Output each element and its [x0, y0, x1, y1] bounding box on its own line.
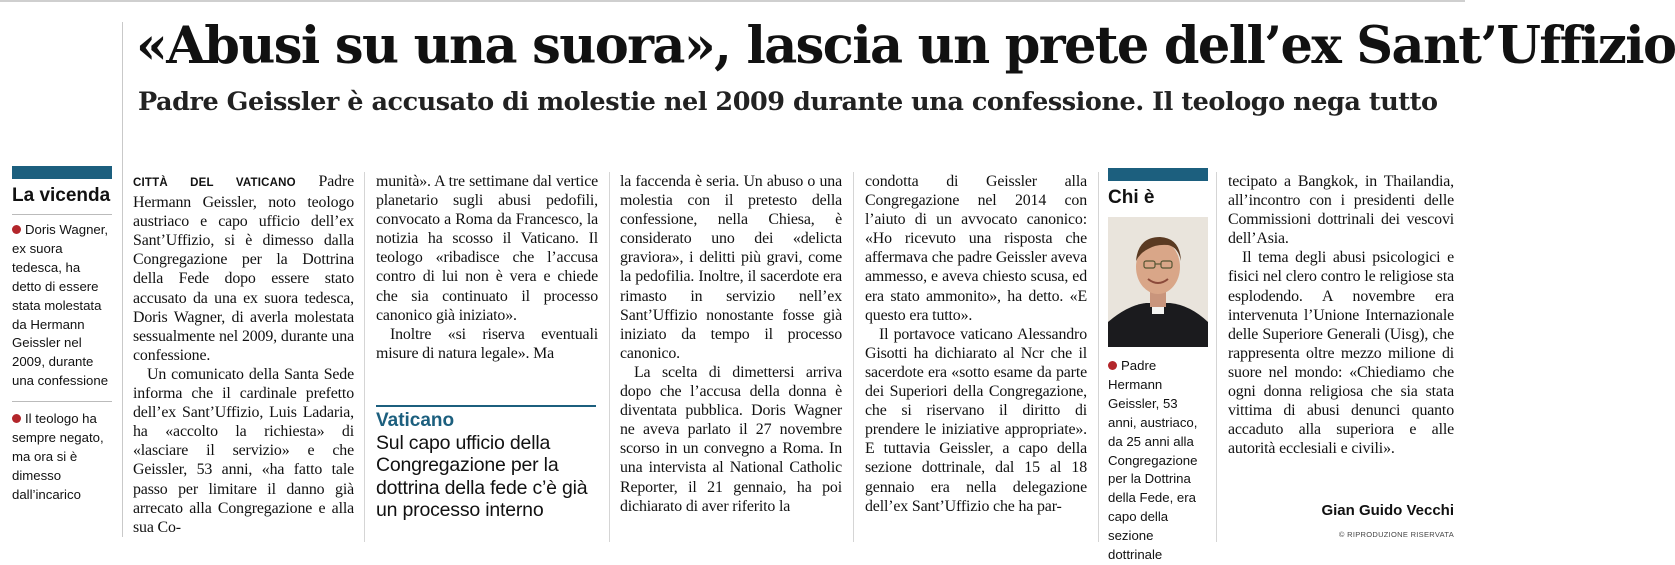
pull-quote-text: Sul capo ufficio della Congregazione per la dottrina della fede c’è già un processo interno	[376, 432, 588, 522]
article-column-2	[376, 172, 598, 363]
portrait-photo	[1108, 217, 1208, 347]
headline: «Abusi su una suora», lascia un prete dell’ex Sant’Uffizio	[136, 16, 1675, 76]
subheadline: Padre Geissler è accusato di molestie nel 2009 durante una confessione. Il teologo nega tutto	[138, 87, 1438, 117]
profile-caption	[1108, 357, 1208, 565]
article-column-5	[1228, 172, 1454, 458]
column-rule	[609, 172, 610, 542]
sidebar-divider	[122, 22, 123, 537]
bullet-icon	[12, 414, 21, 423]
pull-quote-rule	[376, 405, 596, 407]
sidebar-la-vicenda	[12, 166, 112, 505]
paragraph: La scelta di dimettersi arriva dopo che l’accusa della donna è diventata pubblica. Doris Wagner ne aveva parlato il 27 novembre scorso in un convegno a Roma. In una intervista al National Catholic Reporter, il 21 gennaio, ha poi dichiarato di aver riferito la	[620, 363, 842, 515]
paragraph-text: Padre Hermann Geissler, noto teologo austriaco e capo ufficio dell’ex Sant’Uffizio, si è dimesso dalla Congregazione per la Dottrina della Fede dopo essere stato accusato da una ex suora tedesca, Doris Wagner, di averla molestata sessualmente nel 2009, durante una confessione.	[133, 173, 354, 364]
article-column-1	[133, 172, 354, 537]
bullet-icon	[12, 225, 21, 234]
paragraph: Il tema degli abusi psicologici e fisici nel clero contro le religiose sta esplodendo. A novembre era intervenuta l’Unione Internazionale delle Superiore Generali (Uisg), che rappresenta oltre mezzo milione di suore nel mondo: «Chiediamo che ogni donna religiosa che sia stata vittima di abusi denunci quanto accaduto alla superiora e alle autorità ecclesiali e civili».	[1228, 249, 1454, 458]
column-rule	[853, 172, 854, 542]
profile-accent-bar	[1108, 168, 1208, 181]
copyright-note: © RIPRODUZIONE RISERVATA	[1338, 530, 1454, 539]
sidebar-item	[12, 221, 112, 391]
top-rule	[0, 0, 1465, 2]
article-column-4	[865, 172, 1087, 516]
profile-title: Chi è	[1108, 187, 1155, 208]
pull-quote-kicker: Vaticano	[376, 410, 455, 431]
paragraph: Inoltre «si riserva eventuali misure di natura legale». Ma	[376, 325, 598, 362]
sidebar-rule	[12, 214, 112, 215]
paragraph	[133, 172, 354, 365]
pull-quote	[376, 405, 596, 522]
paragraph: la faccenda è seria. Un abuso o una molestia con il pretesto della confessione, nella Chiesa, è considerato uno dei «delicta graviora», i delitti più gravi, come la pedofilia. Inoltre, il sacerdote era rimasto in servizio nell’ex Sant’Uffizio nonostante fosse già iniziato da tempo il processo canonico.	[620, 173, 842, 362]
paragraph: tecipato a Bangkok, in Thailandia, all’incontro con i presidenti delle Commissioni dottrinali dei vescovi dell’Asia.	[1228, 173, 1454, 248]
column-rule	[364, 172, 365, 542]
sidebar-item-text: Il teologo ha sempre negato, ma ora si è dimesso dall’incarico	[12, 411, 104, 502]
sidebar-rule	[12, 401, 112, 402]
paragraph: Un comunicato della Santa Sede informa che il cardinale prefetto dell’ex Sant’Uffizio, Luis Ladaria, ha «accolto la richiesta» di «lasciare il servizio» e che Geissler, 53 anni, «ha fatto tale passo per limitare il danno già arrecato alla Congregazione e alla sua Co-	[133, 365, 354, 536]
column-rule	[1216, 172, 1217, 542]
priest-portrait-icon	[1108, 217, 1208, 347]
bullet-icon	[1108, 361, 1117, 370]
paragraph: Il portavoce vaticano Alessandro Gisotti ha dichiarato al Ncr che il sacerdote era «sotto esame da parte dei Superiori della Congregazione, che si riservano il diritto di prendere le iniziative appropriate». E tuttavia Geissler, a capo della sezione dottrinale, dal 15 al 18 gennaio era nella delegazione dell’ex Sant’Uffizio che ha par-	[865, 325, 1087, 515]
byline: Gian Guido Vecchi	[1321, 502, 1454, 519]
article-column-3	[620, 172, 842, 516]
sidebar-title: La vicenda	[12, 185, 111, 206]
paragraph: condotta di Geissler alla Congregazione nel 2014 con l’aiuto di un avvocato canonico: «Ho ricevuto una risposta che affermava che padre Geissler aveva ammesso, e aveva chiesto scusa, ed era stato ammonito», ha detto. «E questo era tutto».	[865, 173, 1087, 324]
sidebar-item-text: Doris Wagner, ex suora tedesca, ha detto di essere stata molestata da Hermann Geissler nel 2009, durante una confessione	[12, 222, 109, 389]
sidebar-accent-bar	[12, 166, 112, 179]
sidebar-item	[12, 410, 112, 505]
column-rule	[1098, 172, 1099, 542]
paragraph: munità». A tre settimane dal vertice planetario sugli abusi pedofili, convocato a Roma da Francesco, la notizia ha scosso il Vaticano. Il teologo «ribadisce che l’accusa contro di lui non è vera e chiede che sia continuato il processo canonico già iniziato».	[376, 173, 598, 324]
profile-box	[1108, 168, 1208, 565]
profile-caption-text: Padre Hermann Geissler, 53 anni, austriaco, da 25 anni alla Congregazione per la Dottrina della Fede, era capo della sezione dottrinale	[1108, 358, 1198, 563]
dateline: CITTÀ DEL VATICANO	[133, 177, 296, 189]
